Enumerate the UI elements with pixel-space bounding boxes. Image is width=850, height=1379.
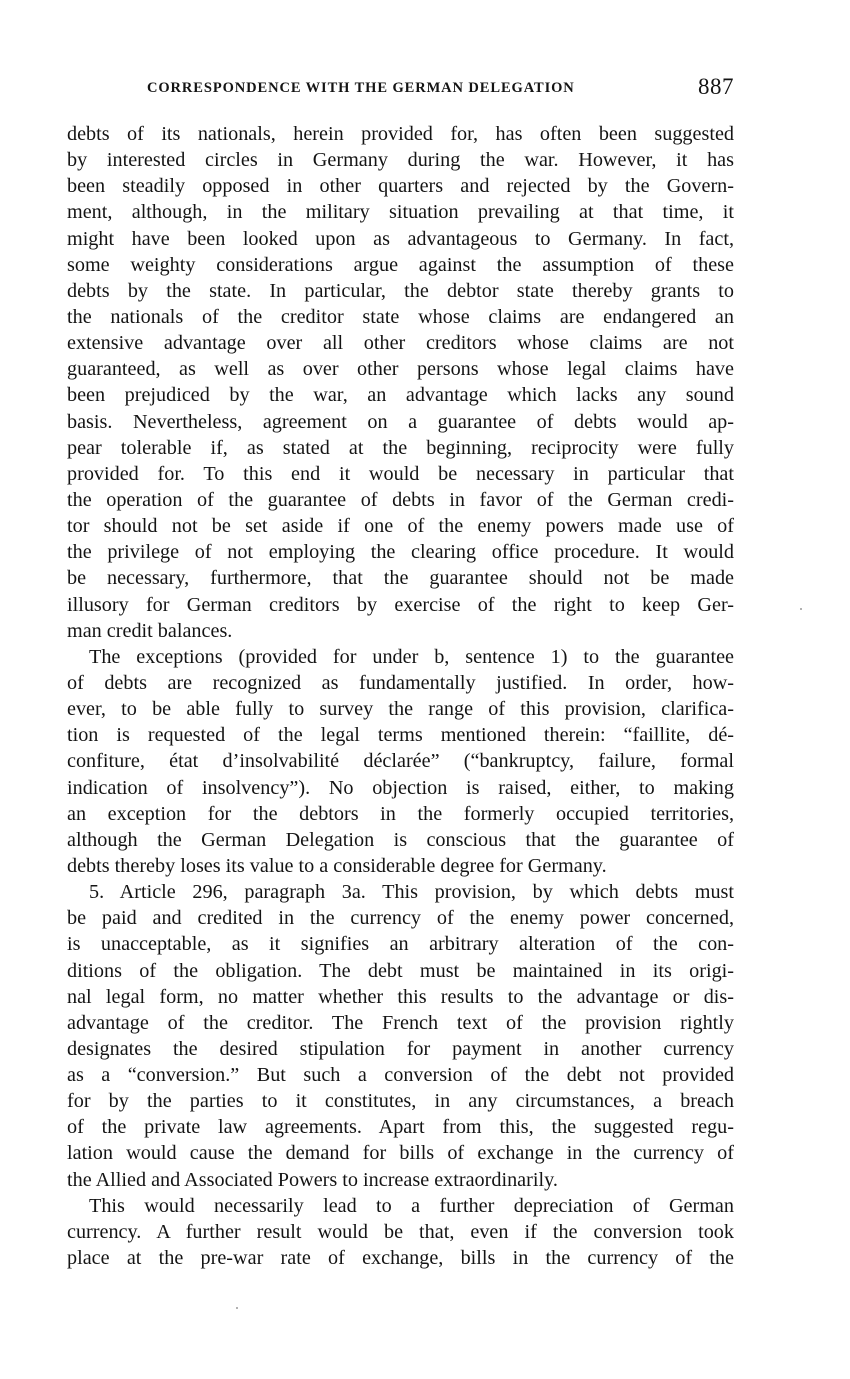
text-line: been steadily opposed in other quarters and rejected by the Govern- (67, 175, 734, 198)
text-line: lation would cause the demand for bills of exchange in the currency of (67, 1142, 734, 1165)
text-line: some weighty considerations argue against the assumption of these (67, 253, 734, 276)
text-line: been prejudiced by the war, an advantage which lacks any sound (67, 384, 734, 407)
text-line: as a “conversion.” But such a conversion of the debt not provided (67, 1064, 734, 1087)
text-line: currency. A further result would be that, even if the conversion took (67, 1220, 734, 1243)
text-line: is unacceptable, as it signifies an arbitrary alteration of the con- (67, 933, 734, 956)
text-line: illusory for German creditors by exercise of the right to keep Ger- (67, 593, 734, 616)
text-line: the Allied and Associated Powers to increase extraordinarily. (67, 1168, 558, 1191)
text-line: guaranteed, as well as over other persons whose legal claims have (67, 358, 734, 381)
text-line: an exception for the debtors in the formerly occupied territories, (67, 802, 734, 825)
text-line: basis. Nevertheless, agreement on a guarantee of debts would ap- (67, 410, 734, 433)
body-text (67, 121, 734, 1271)
text-line: the nationals of the creditor state whose claims are endangered an (67, 305, 734, 328)
text-line: the privilege of not employing the clearing office procedure. It would (67, 541, 734, 564)
text-line: the operation of the guarantee of debts in favor of the German credi- (67, 488, 734, 511)
text-line: 5. Article 296, paragraph 3a. This provision, by which debts must (89, 881, 734, 904)
text-line: for by the parties to it constitutes, in any circumstances, a breach (67, 1090, 734, 1113)
paper-speck (800, 608, 802, 610)
text-line: ever, to be able fully to survey the range of this provision, clarifica- (67, 698, 734, 721)
text-line: ditions of the obligation. The debt must be maintained in its origi- (67, 959, 734, 982)
text-line: be necessary, furthermore, that the guarantee should not be made (67, 567, 734, 590)
text-line: although the German Delegation is conscious that the guarantee of (67, 828, 734, 851)
text-line: pear tolerable if, as stated at the beginning, reciprocity were fully (67, 436, 734, 459)
text-line: of debts are recognized as fundamentally justified. In order, how- (67, 671, 734, 694)
text-line: might have been looked upon as advantageous to Germany. In fact, (67, 227, 734, 250)
text-line: nal legal form, no matter whether this results to the advantage or dis- (67, 985, 734, 1008)
text-line: debts by the state. In particular, the debtor state thereby grants to (67, 279, 734, 302)
text-line: debts of its nationals, herein provided for, has often been suggested (67, 123, 734, 145)
text-line: designates the desired stipulation for payment in another currency (67, 1037, 734, 1060)
text-line: indication of insolvency”). No objection is raised, either, to making (67, 776, 734, 799)
text-line: of the private law agreements. Apart from this, the suggested regu- (67, 1116, 734, 1139)
text-line: ment, although, in the military situation prevailing at that time, it (67, 201, 734, 224)
page-header (67, 76, 734, 104)
page-number: 887 (698, 74, 734, 99)
paper-speck (236, 1307, 238, 1309)
text-line: The exceptions (provided for under b, sentence 1) to the guarantee (89, 645, 734, 668)
text-line: This would necessarily lead to a further depreciation of German (89, 1194, 734, 1217)
text-line: debts thereby loses its value to a considerable degree for Germany. (67, 854, 607, 877)
text-line: be paid and credited in the currency of the enemy power concerned, (67, 907, 734, 930)
text-line: advantage of the creditor. The French text of the provision rightly (67, 1011, 734, 1034)
text-line: by interested circles in Germany during the war. However, it has (67, 149, 734, 172)
text-line: confiture, état d’insolvabilité déclarée” (“bankruptcy, failure, formal (67, 750, 734, 773)
text-line: man credit balances. (67, 619, 233, 642)
text-line: place at the pre-war rate of exchange, bills in the currency of the (67, 1247, 734, 1270)
text-line: tion is requested of the legal terms mentioned therein: “faillite, dé- (67, 724, 734, 747)
text-line: extensive advantage over all other creditors whose claims are not (67, 332, 734, 355)
text-line: provided for. To this end it would be necessary in particular that (67, 462, 734, 485)
text-line: tor should not be set aside if one of the enemy powers made use of (67, 515, 734, 538)
running-title: CORRESPONDENCE WITH THE GERMAN DELEGATION (147, 80, 575, 96)
